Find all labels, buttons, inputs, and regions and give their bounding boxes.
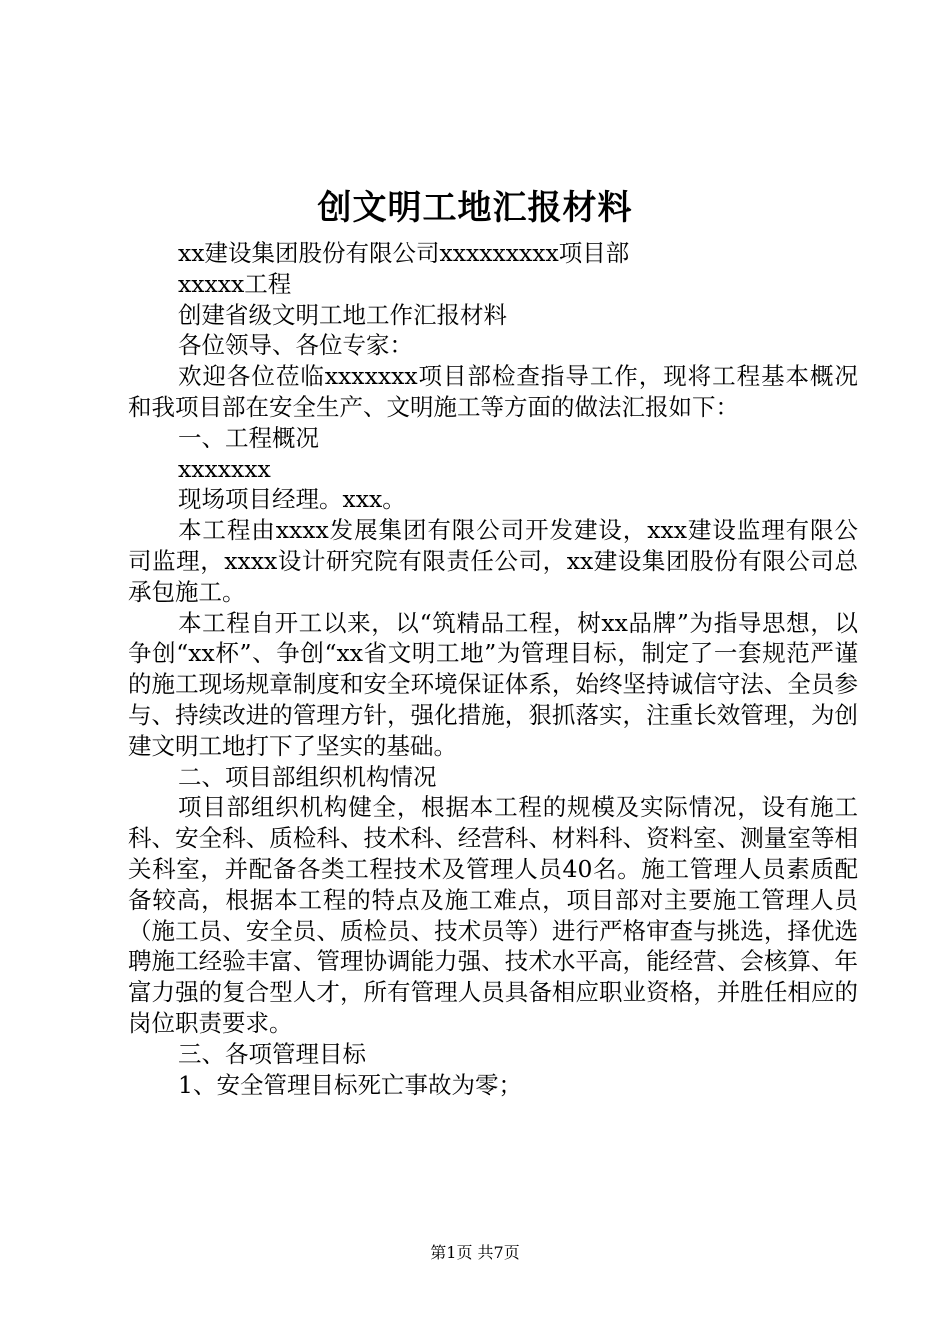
paragraph-project: xxxxx工程: [178, 269, 292, 298]
paragraph-goals: 本工程自开工以来，以“筑精品工程，树xx品牌”为指导思想，以争创“xx杯”、争创“xx省文明工地”为管理目标，制定了一套规范严谨的施工现场规章制度和安全环境保证体系，始终坚持诚信守法、全员参与、持续改进的管理方针，强化措施，狠抓落实，注重长效管理，为创建文明工地打下了坚实的基础。: [128, 608, 858, 760]
section-heading-targets: 三、各项管理目标: [178, 1039, 366, 1068]
paragraph-subtitle: 创建省级文明工地工作汇报材料: [178, 300, 507, 329]
section-heading-organization: 二、项目部组织机构情况: [178, 762, 437, 791]
page-footer: 第1页 共7页: [430, 1243, 520, 1262]
paragraph-placeholder: xxxxxxx: [178, 454, 271, 483]
paragraph-salutation: 各位领导、各位专家：: [178, 331, 413, 360]
paragraph-parties: 本工程由xxxx发展集团有限公司开发建设，xxx建设监理有限公司监理，xxxx设计研究院有限责任公司，xx建设集团股份有限公司总承包施工。: [128, 516, 858, 606]
paragraph-company: xx建设集团股份有限公司xxxxxxxxx项目部: [178, 239, 630, 267]
document-body: [128, 238, 858, 1100]
paragraph-welcome: 欢迎各位莅临xxxxxxx项目部检查指导工作，现将工程基本概况和我项目部在安全生产、文明施工等方面的做法汇报如下：: [128, 362, 858, 421]
paragraph-manager: 现场项目经理。xxx。: [178, 485, 406, 514]
section-heading-overview: 一、工程概况: [178, 423, 319, 452]
paragraph-organization: 项目部组织机构健全，根据本工程的规模及实际情况，设有施工科、安全科、质检科、技术科、经营科、材料科、资料室、测量室等相关科室，并配备各类工程技术及管理人员40名。施工管理人员素质配备较高，根据本工程的特点及施工难点，项目部对主要施工管理人员（施工员、安全员、质检员、技术员等）进行严格审查与挑选，择优选聘施工经验丰富、管理协调能力强、技术水平高，能经营、会核算、年富力强的复合型人才，所有管理人员具备相应职业资格，并胜任相应的岗位职责要求。: [128, 793, 858, 1037]
paragraph-safety-target: 1、安全管理目标死亡事故为零；: [178, 1070, 522, 1099]
document-title: 创文明工地汇报材料: [317, 188, 633, 228]
